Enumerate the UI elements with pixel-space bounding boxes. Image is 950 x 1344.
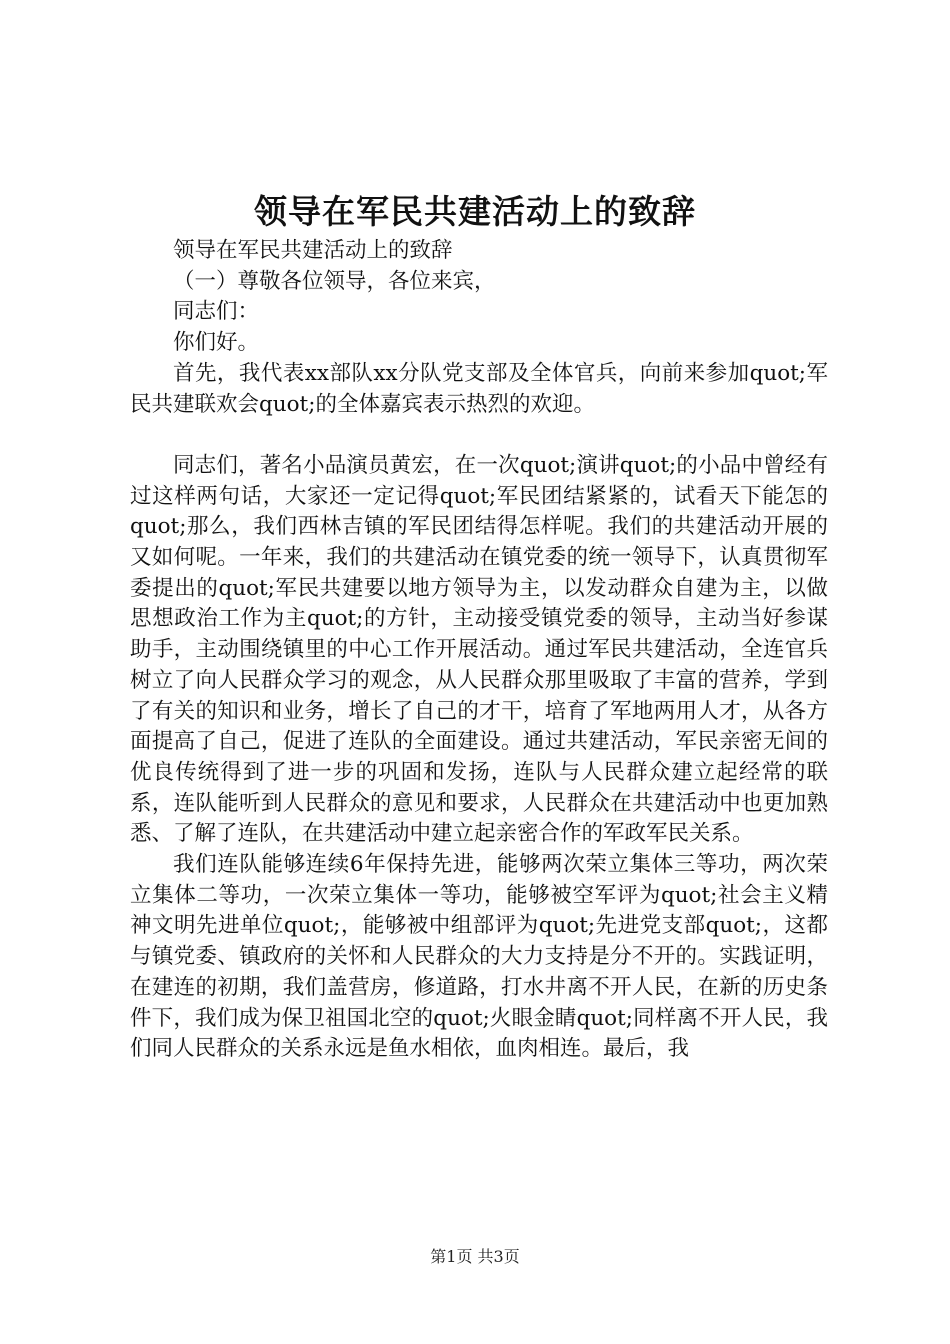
page-footer: 第1页 共3页 [430,1247,520,1266]
paragraph-joint-activities: 同志们，著名小品演员黄宏，在一次quot;演讲quot;的小品中曾经有过这样两句话，大家还一定记得quot;军民团结紧紧的，试看天下能怎的quot;那么，我们西林吉镇的军民团结得怎样呢。我们的共建活动开展的又如何呢。一年来，我们的共建活动在镇党委的统一领导下，认真贯彻军委提出的quot;军民共建要以地方领导为主，以发动群众自建为主，以做思想政治工作为主quot;的方针，主动接受镇党委的领导，主动当好参谋助手，主动围绕镇里的中心工作开展活动。通过军民共建活动，全连官兵树立了向人民群众学习的观念，从人民群众那里吸取了丰富的营养，学到了有关的知识和业务，增长了自己的才干，培育了军地两用人才，从各方面提高了自己，促进了连队的全面建设。通过共建活动，军民亲密无间的优良传统得到了进一步的巩固和发扬，连队与人民群众建立起经常的联系，连队能听到人民群众的意见和要求，人民群众在共建活动中也更加熟悉、了解了连队，在共建活动中建立起亲密合作的军政军民关系。 [130,452,828,847]
paragraph-subtitle: 领导在军民共建活动上的致辞 [173,238,453,263]
paragraph-welcome: 首先，我代表xx部队xx分队党支部及全体官兵，向前来参加quot;军民共建联欢会quot;的全体嘉宾表示热烈的欢迎。 [130,360,828,417]
document-title: 领导在军民共建活动上的致辞 [254,192,696,231]
paragraph-comrades: 同志们： [173,299,260,325]
paragraph-greeting: 你们好。 [173,330,260,356]
document-body [130,236,828,1065]
paragraph-achievements: 我们连队能够连续6年保持先进，能够两次荣立集体三等功，两次荣立集体二等功，一次荣立集体一等功，能够被空军评为quot;社会主义精神文明先进单位quot;，能够被中组部评为quot;先进党支部quot;，这都与镇党委、镇政府的关怀和人民群众的大力支持是分不开的。实践证明，在建连的初期，我们盖营房，修道路，打水井离不开人民，在新的历史条件下，我们成为保卫祖国北空的quot;火眼金睛quot;同样离不开人民，我们同人民群众的关系永远是鱼水相依，血肉相连。最后，我 [130,852,828,1062]
paragraph-salutation: （一）尊敬各位领导，各位来宾， [173,268,496,294]
